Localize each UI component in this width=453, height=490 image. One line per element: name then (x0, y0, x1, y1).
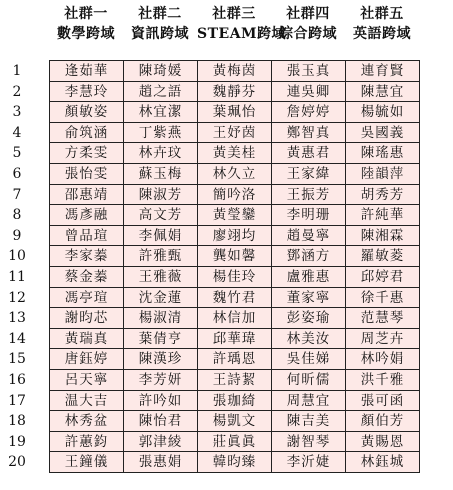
table-row (50, 123, 420, 144)
row-number: 1 (12, 63, 22, 79)
row-number: 7 (12, 186, 22, 203)
table-row (50, 288, 420, 309)
row-number: 11 (8, 269, 26, 285)
table-row (50, 164, 420, 185)
name-cell[interactable]: 廖翊均 (198, 226, 272, 247)
name-cell[interactable]: 楊佳玲 (198, 267, 272, 288)
name-cell[interactable]: 吳佳娣 (272, 349, 346, 370)
name-cell[interactable]: 陸韻萍 (346, 164, 420, 185)
name-cell[interactable]: 王家緯 (272, 164, 346, 185)
name-cell[interactable]: 簡吟洛 (198, 185, 272, 206)
table-row (50, 411, 420, 432)
name-cell[interactable]: 黃賜恩 (346, 432, 420, 453)
name-cell[interactable]: 徐千惠 (346, 288, 420, 309)
row-number: 12 (8, 289, 26, 306)
table-row (50, 329, 420, 350)
name-cell[interactable]: 邱婷君 (346, 267, 420, 288)
domain-header-1: 數學跨域 (57, 26, 115, 42)
table-row (50, 349, 420, 370)
row-number: 19 (8, 433, 26, 450)
name-cell[interactable]: 温大吉 (50, 391, 124, 412)
name-cell[interactable]: 許瑀恩 (198, 349, 272, 370)
row-number: 13 (8, 310, 26, 327)
name-cell[interactable]: 黃梅茵 (198, 61, 272, 82)
name-cell[interactable]: 高文芳 (124, 205, 198, 226)
name-cell[interactable]: 張惠娟 (124, 452, 198, 473)
name-cell[interactable]: 何昕儒 (272, 370, 346, 391)
domain-header-4: 綜合跨域 (279, 26, 337, 42)
table-row (50, 143, 420, 164)
name-cell[interactable]: 魏靜芬 (198, 82, 272, 103)
name-cell[interactable]: 連吳卿 (272, 82, 346, 103)
name-cell[interactable]: 王詩絜 (198, 370, 272, 391)
row-number: 18 (8, 413, 26, 430)
name-table (49, 60, 420, 473)
name-cell[interactable]: 吳國義 (346, 123, 420, 144)
name-cell[interactable]: 邵惠靖 (50, 185, 124, 206)
name-cell[interactable]: 董家寧 (272, 288, 346, 309)
name-cell[interactable]: 詹婷婷 (272, 102, 346, 123)
name-cell[interactable]: 鄧涵方 (272, 246, 346, 267)
group-header-4: 社群四 (286, 6, 330, 22)
name-cell[interactable]: 許蕙鈞 (50, 432, 124, 453)
name-cell[interactable]: 逢茹華 (50, 61, 124, 82)
table-row (50, 432, 420, 453)
header-row-group (0, 4, 453, 24)
name-cell[interactable]: 林久立 (198, 164, 272, 185)
name-cell[interactable]: 周芝卉 (346, 329, 420, 350)
group-header-5: 社群五 (360, 6, 404, 22)
table-row (50, 205, 420, 226)
name-cell[interactable]: 陳琦媛 (124, 61, 198, 82)
name-cell[interactable]: 林信加 (198, 308, 272, 329)
name-cell[interactable]: 顏伯芳 (346, 411, 420, 432)
table-row (50, 185, 420, 206)
name-cell[interactable]: 陳淑芳 (124, 185, 198, 206)
name-cell[interactable]: 莊眞眞 (198, 432, 272, 453)
name-cell[interactable]: 張怡雯 (50, 164, 124, 185)
name-cell[interactable]: 謝昀芯 (50, 308, 124, 329)
name-cell[interactable]: 葉珮怡 (198, 102, 272, 123)
table-row (50, 267, 420, 288)
name-cell[interactable]: 曾品瑄 (50, 226, 124, 247)
name-cell[interactable]: 陳湘霖 (346, 226, 420, 247)
table-row (50, 102, 420, 123)
row-number: 20 (8, 454, 26, 471)
name-cell[interactable]: 黃惠君 (272, 143, 346, 164)
name-cell[interactable]: 周慧宜 (272, 391, 346, 412)
name-cell[interactable]: 李慧玲 (50, 82, 124, 103)
name-cell[interactable]: 黃美桂 (198, 143, 272, 164)
table-row (50, 452, 420, 473)
name-cell[interactable]: 鄭智真 (272, 123, 346, 144)
name-cell[interactable]: 李明珊 (272, 205, 346, 226)
row-number: 16 (8, 372, 26, 388)
table-row (50, 226, 420, 247)
name-cell[interactable]: 張可函 (346, 391, 420, 412)
name-cell[interactable]: 黃瑞真 (50, 329, 124, 350)
name-cell[interactable]: 蔡金蓁 (50, 267, 124, 288)
name-cell[interactable]: 方柔雯 (50, 143, 124, 164)
name-cell[interactable]: 蘇玉梅 (124, 164, 198, 185)
domain-header-5: 英語跨域 (353, 26, 411, 42)
name-cell[interactable]: 許雅甄 (124, 246, 198, 267)
name-cell[interactable]: 謝智琴 (272, 432, 346, 453)
name-cell[interactable]: 李佩娟 (124, 226, 198, 247)
name-cell[interactable]: 楊凱文 (198, 411, 272, 432)
group-header-2: 社群二 (138, 6, 182, 22)
name-cell[interactable]: 陳吉美 (272, 411, 346, 432)
name-cell[interactable]: 林鈺城 (346, 452, 420, 473)
name-cell[interactable]: 洪千雅 (346, 370, 420, 391)
table-row (50, 61, 420, 82)
name-cell[interactable]: 王振芳 (272, 185, 346, 206)
row-number: 6 (12, 166, 22, 182)
table-row (50, 370, 420, 391)
name-cell[interactable]: 盧雅惠 (272, 267, 346, 288)
name-cell[interactable]: 林美汝 (272, 329, 346, 350)
name-cell[interactable]: 胡秀芳 (346, 185, 420, 206)
name-cell[interactable]: 王妤茵 (198, 123, 272, 144)
name-cell[interactable]: 王鐘儀 (50, 452, 124, 473)
group-header-3: 社群三 (212, 6, 256, 22)
name-cell[interactable]: 郭津綾 (124, 432, 198, 453)
table-row (50, 82, 420, 103)
row-number: 15 (8, 351, 26, 368)
group-header-1: 社群一 (64, 6, 108, 22)
name-cell[interactable]: 林卉玟 (124, 143, 198, 164)
name-cell[interactable]: 楊毓如 (346, 102, 420, 123)
row-number: 9 (12, 227, 22, 244)
name-cell[interactable]: 林秀盆 (50, 411, 124, 432)
name-cell[interactable]: 韓昀臻 (198, 452, 272, 473)
table-row (50, 308, 420, 329)
row-number: 10 (8, 248, 26, 265)
domain-header-3: STEAM跨域 (197, 26, 287, 42)
name-cell[interactable]: 魏竹君 (198, 288, 272, 309)
name-cell[interactable]: 連育賢 (346, 61, 420, 82)
name-cell[interactable]: 羅敏菱 (346, 246, 420, 267)
name-cell[interactable]: 邱華瑋 (198, 329, 272, 350)
name-cell[interactable]: 李沂婕 (272, 452, 346, 473)
row-number: 14 (8, 330, 26, 347)
name-cell[interactable]: 沈金蓮 (124, 288, 198, 309)
name-cell[interactable]: 呂天寧 (50, 370, 124, 391)
name-cell[interactable]: 葉倩亨 (124, 329, 198, 350)
name-cell[interactable]: 陳漢珍 (124, 349, 198, 370)
name-cell[interactable]: 陳慧宜 (346, 82, 420, 103)
table-row (50, 246, 420, 267)
name-cell[interactable]: 張珈綺 (198, 391, 272, 412)
name-cell[interactable]: 林宜潔 (124, 102, 198, 123)
name-cell[interactable]: 馮彥融 (50, 205, 124, 226)
row-number: 17 (8, 392, 26, 409)
name-cell[interactable]: 黃瑩鑾 (198, 205, 272, 226)
name-cell[interactable]: 俞筑涵 (50, 123, 124, 144)
name-cell[interactable]: 張玉真 (272, 61, 346, 82)
row-number: 8 (12, 207, 22, 224)
name-cell[interactable]: 林吟娟 (346, 349, 420, 370)
name-cell[interactable]: 李芳妍 (124, 370, 198, 391)
name-cell[interactable]: 李家蓁 (50, 246, 124, 267)
name-cell[interactable]: 范慧琴 (346, 308, 420, 329)
table-row (50, 391, 420, 412)
name-cell[interactable]: 趙之語 (124, 82, 198, 103)
header-row-domain (0, 24, 453, 44)
row-number: 4 (12, 124, 22, 141)
row-number: 3 (12, 104, 22, 121)
name-cell[interactable]: 陳瑤惠 (346, 143, 420, 164)
name-cell[interactable]: 顏敏姿 (50, 102, 124, 123)
row-number: 5 (12, 145, 22, 162)
name-cell[interactable]: 馮亭瑄 (50, 288, 124, 309)
name-cell[interactable]: 唐鈺婷 (50, 349, 124, 370)
name-cell[interactable]: 龔如馨 (198, 246, 272, 267)
row-number: 2 (12, 83, 22, 100)
name-cell[interactable]: 陳怡君 (124, 411, 198, 432)
name-cell[interactable]: 趙曼寧 (272, 226, 346, 247)
name-cell[interactable]: 楊淑清 (124, 308, 198, 329)
domain-header-2: 資訊跨域 (131, 26, 189, 42)
name-cell[interactable]: 王雅薇 (124, 267, 198, 288)
name-cell[interactable]: 丁紫燕 (124, 123, 198, 144)
name-cell[interactable]: 許吟如 (124, 391, 198, 412)
name-cell[interactable]: 彭姿瑜 (272, 308, 346, 329)
name-cell[interactable]: 許純華 (346, 205, 420, 226)
